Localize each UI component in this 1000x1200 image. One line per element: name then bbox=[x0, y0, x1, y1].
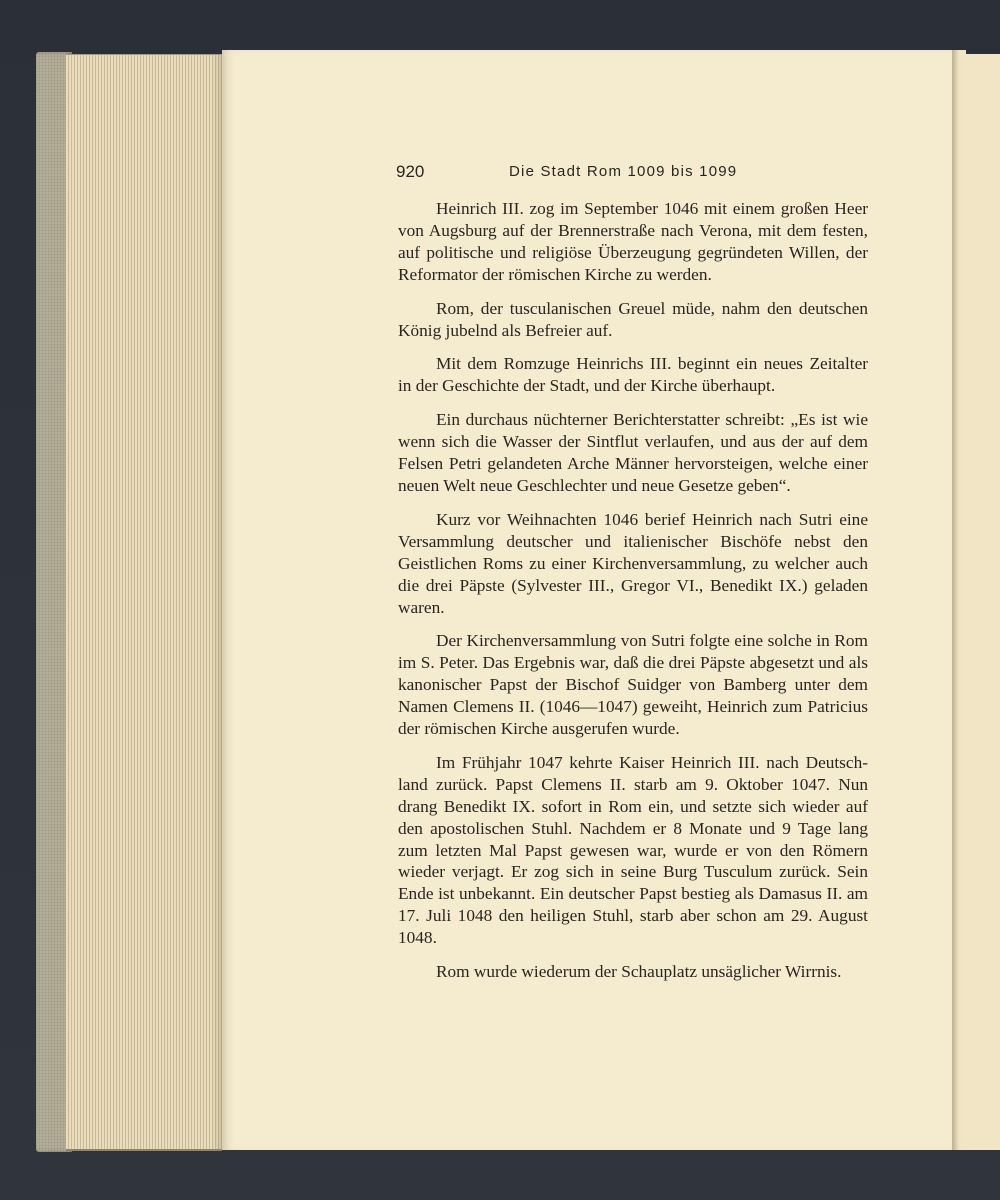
paragraph: Ein durchaus nüchterner Berichterstatter schreibt: „Es ist wie wenn sich die Wasser der Sintflut verlaufen, und aus der auf dem Felsen Petri gelandeten Arche Männer hervorsteigen, welche einer neuen Welt neue Geschlechter und neue Gesetze geben“. bbox=[398, 410, 868, 495]
page-number: 920 bbox=[396, 162, 425, 181]
paragraph: Mit dem Romzuge Heinrichs III. beginnt ein neues Zeitalter in der Geschichte der Stadt, und der Kirche überhaupt. bbox=[398, 354, 868, 396]
page-edges bbox=[66, 54, 222, 1151]
paragraph: Heinrich III. zog im September 1046 mit einem großen Heer von Augsburg auf der Brennerstraße nach Verona, mit dem festen, auf politische und religiöse Überzeugung gegründeten Willen, der Reformator der römischen Kirche zu werden. bbox=[398, 199, 868, 284]
paragraph: Im Frühjahr 1047 kehrte Kaiser Heinrich III. nach Deutschland zurück. Papst Clemens II. starb am 9. Oktober 1047. Nun drang Benedikt IX. sofort in Rom ein, und setzte sich wieder auf den apostolischen Stuhl. Nachdem er 8 Monate und 9 Tage lang zum letzten Mal Papst gewesen war, wurde er von den Römern wieder verjagt. Er zog sich in seine Burg Tusculum zurück. Sein Ende ist unbekannt. Ein deutscher Papst bestieg als Damasus II. am 17. Juli 1048 den heiligen Stuhl, starb aber schon am 29. August 1048. bbox=[398, 752, 868, 948]
body-text bbox=[398, 198, 868, 983]
facing-page bbox=[962, 54, 1000, 1150]
paragraph: Kurz vor Weihnachten 1046 berief Heinrich nach Sutri eine Versammlung deutscher und italienischer Bischöfe nebst den Geistlichen Roms zu einer Kirchenversammlung, zu welcher auch die drei Päpste (Sylvester III., Gregor VI., Benedikt IX.) geladen waren. bbox=[398, 509, 868, 617]
paragraph: Rom, der tusculanischen Greuel müde, nahm den deutschen König jubelnd als Befreier auf. bbox=[398, 298, 868, 340]
paragraph: Der Kirchenversammlung von Sutri folgte eine solche in Rom im S. Peter. Das Ergebnis war, daß die drei Päpste abgesetzt und als kanonischer Papst der Bischof Suidger von Bamberg unter dem Namen Clemens II. (1046—1047) geweiht, Heinrich zum Patricius der römischen Kirche ausgerufen wurde. bbox=[398, 631, 868, 739]
running-title: Die Stadt Rom 1009 bis 1099 bbox=[509, 163, 738, 180]
paragraph: Rom wurde wiederum der Schauplatz unsäglicher Wirrnis. bbox=[436, 962, 842, 982]
page-header bbox=[396, 162, 876, 186]
